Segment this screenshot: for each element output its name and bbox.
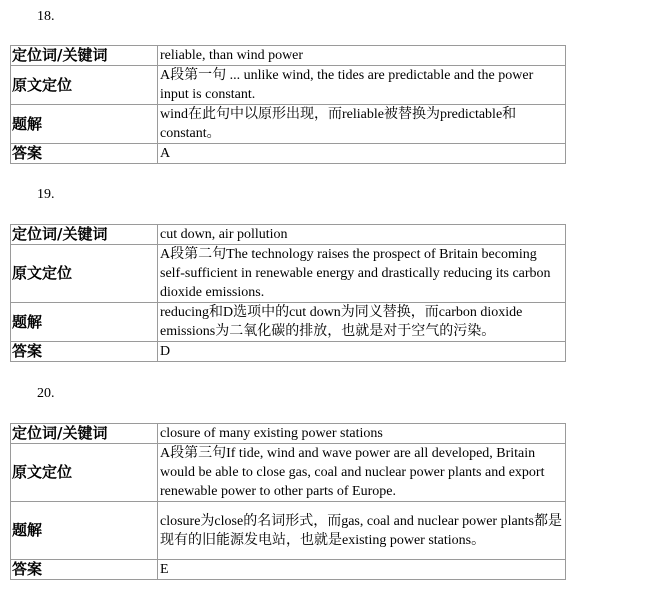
question-number-19: 19. [37, 187, 55, 202]
keyword-value: reliable, than wind power [158, 46, 566, 66]
explanation-value: closure为close的名词形式，而gas, coal and nuclear power plants都是现有的旧能源发电站，也就是existing power stations。 [158, 502, 566, 560]
table-row-source [11, 245, 566, 303]
source-value: A段第三句If tide, wind and wave power are all developed, Britain would be able to close gas, coal and nuclear power plants and export renewable power to other parts of Europe. [158, 444, 566, 502]
answer-value: A [158, 144, 566, 164]
answer-label: 答案 [11, 342, 158, 362]
keyword-value: closure of many existing power stations [158, 424, 566, 444]
source-label: 原文定位 [11, 245, 158, 303]
explanation-value: wind在此句中以原形出现，而reliable被替换为predictable和constant。 [158, 105, 566, 144]
answer-label: 答案 [11, 144, 158, 164]
table-row-keyword [11, 225, 566, 245]
answer-table-19 [10, 224, 566, 362]
keyword-label: 定位词/关键词 [11, 46, 158, 66]
explanation-value: reducing和D选项中的cut down为同义替换，而carbon dioxide emissions为二氧化碳的排放，也就是对于空气的污染。 [158, 303, 566, 342]
question-number-18: 18. [37, 9, 55, 24]
source-label: 原文定位 [11, 444, 158, 502]
question-number-20: 20. [37, 386, 55, 401]
source-value: A段第二句The technology raises the prospect of Britain becoming self-sufficient in renewable energy and drastically reducing its carbon dioxide emissions. [158, 245, 566, 303]
table-row-explanation [11, 105, 566, 144]
table-row-source [11, 444, 566, 502]
table-row-explanation [11, 303, 566, 342]
table-row-answer [11, 342, 566, 362]
table-row-answer [11, 560, 566, 580]
source-value: A段第一句 ... unlike wind, the tides are predictable and the power input is constant. [158, 66, 566, 105]
table-row-keyword [11, 46, 566, 66]
table-row-answer [11, 144, 566, 164]
answer-table-20 [10, 423, 566, 580]
explanation-label: 题解 [11, 105, 158, 144]
answer-value: E [158, 560, 566, 580]
answer-label: 答案 [11, 560, 158, 580]
keyword-label: 定位词/关键词 [11, 424, 158, 444]
answer-value: D [158, 342, 566, 362]
table-row-source [11, 66, 566, 105]
explanation-label: 题解 [11, 303, 158, 342]
keyword-label: 定位词/关键词 [11, 225, 158, 245]
table-row-explanation [11, 502, 566, 560]
keyword-value: cut down, air pollution [158, 225, 566, 245]
source-label: 原文定位 [11, 66, 158, 105]
explanation-label: 题解 [11, 502, 158, 560]
answer-table-18 [10, 45, 566, 164]
table-row-keyword [11, 424, 566, 444]
